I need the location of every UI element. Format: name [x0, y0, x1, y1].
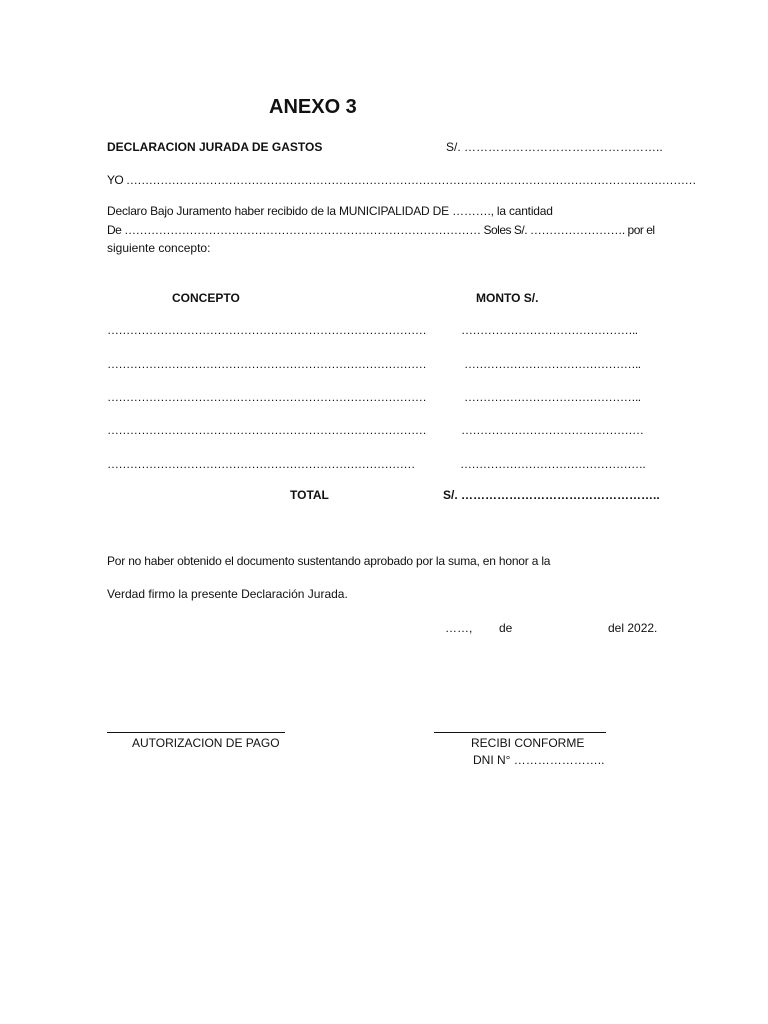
page-title: ANEXO 3 — [269, 96, 357, 118]
concepto-row-3: ………………………………………………………………………… — [107, 390, 427, 404]
dni-field: DNI N° ………………….. — [473, 753, 605, 767]
yo-line: YO …………………………………………………………………………………………………………………………………… — [107, 173, 696, 187]
total-value: S/. ………………………………………….. — [443, 488, 660, 502]
date-year: del 2022. — [608, 621, 658, 635]
monto-row-2: ……………………………………….. — [464, 357, 641, 371]
declaration-amount-field: S/. ………………………………………….. — [446, 140, 663, 154]
monto-row-3: ……………………………………….. — [464, 390, 641, 404]
declaration-heading: DECLARACION JURADA DE GASTOS — [107, 140, 323, 154]
paragraph-line-3: siguiente concepto: — [107, 241, 211, 255]
monto-row-1: ……………………………………….. — [461, 323, 638, 337]
paragraph-line-1: Declaro Bajo Juramento haber recibido de la MUNICIPALIDAD DE ………., la cantidad — [107, 204, 553, 218]
left-signature-line — [107, 732, 285, 733]
concepto-row-2: ………………………………………………………………………… — [107, 357, 427, 371]
closing-line-2: Verdad firmo la presente Declaración Jurada. — [107, 587, 348, 601]
column-header-concepto: CONCEPTO — [172, 291, 240, 305]
date-de: de — [499, 621, 513, 635]
date-day: ……, — [445, 621, 473, 635]
right-signature-line — [434, 732, 606, 733]
concepto-row-4: ………………………………………………………………………… — [107, 423, 427, 437]
concepto-row-1: ………………………………………………………………………… — [107, 323, 427, 337]
monto-row-5: …………………………………………. — [460, 457, 646, 471]
right-signature-label: RECIBI CONFORME — [471, 736, 585, 750]
monto-row-4: ………………………………………… — [461, 423, 644, 437]
column-header-monto: MONTO S/. — [476, 291, 539, 305]
left-signature-label: AUTORIZACION DE PAGO — [132, 736, 280, 750]
total-label: TOTAL — [290, 488, 329, 502]
concepto-row-5: ……………………………………………………………………… — [107, 457, 415, 471]
paragraph-line-2: De ………………………………………………………………………………… Soles S/. ……………………. por el — [107, 223, 655, 237]
closing-line-1: Por no haber obtenido el documento sustentando aprobado por la suma, en honor a la — [107, 554, 551, 568]
